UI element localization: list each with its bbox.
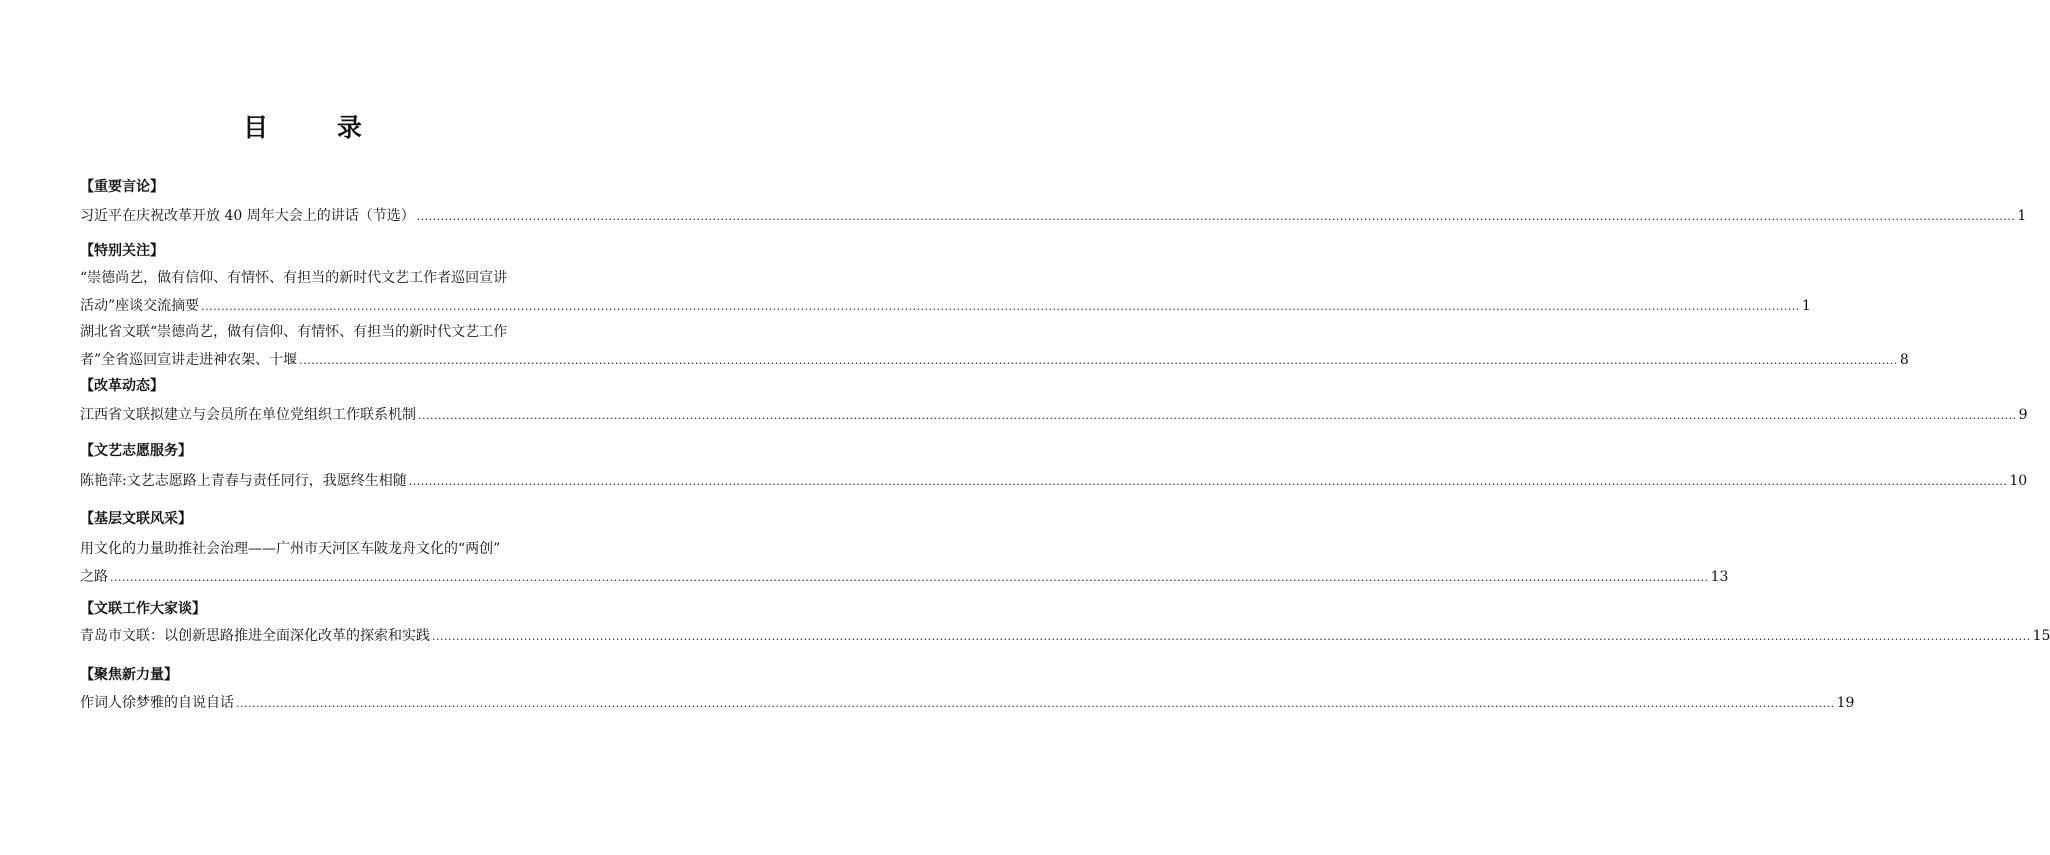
dot-leader: ................................................................................................................................................................................................................................................................................................................................................................................................................ (236, 697, 1835, 710)
page-number: 10 (2009, 473, 2028, 489)
dot-leader: ................................................................................................................................................................................................................................................................................................................................................................................................................ (299, 354, 1898, 367)
page-number: 9 (2018, 407, 2028, 423)
toc-entry-title: 作词人徐梦雅的自说自话 (80, 695, 234, 711)
toc-entry[interactable] (80, 401, 2028, 430)
page-title: 目 录 (243, 113, 392, 142)
toc-entry-row (80, 467, 2028, 496)
dot-leader: ................................................................................................................................................................................................................................................................................................................................................................................................................ (110, 571, 1709, 584)
toc-entry-row (80, 401, 2028, 430)
toc-entry-title-line: 用文化的力量助推社会治理——广州市天河区车陂龙舟文化的“两创” (80, 541, 501, 557)
section-heading: 【特别关注】 (80, 243, 164, 259)
toc-entry-title-line: 湖北省文联“崇德尚艺，做有信仰、有情怀、有担当的新时代文艺工作 (80, 324, 508, 340)
page-number: 15 (2032, 628, 2050, 644)
toc-entry-title-line: “崇德尚艺，做有信仰、有情怀、有担当的新时代文艺工作者巡回宣讲 (80, 270, 508, 286)
toc-entry[interactable] (80, 622, 2050, 651)
section-heading: 【文艺志愿服务】 (80, 443, 192, 459)
page-number: 19 (1836, 695, 1855, 711)
toc-entry-row (80, 622, 2050, 651)
toc-entry-row (80, 346, 1909, 375)
page-number: 1 (1801, 298, 1811, 314)
toc-entry-row (80, 563, 1729, 592)
dot-leader: ................................................................................................................................................................................................................................................................................................................................................................................................................ (416, 210, 2016, 223)
toc-entry-title: 江西省文联拟建立与会员所在单位党组织工作联系机制 (80, 407, 416, 423)
toc-entry-row (80, 202, 2027, 231)
section-heading: 【改革动态】 (80, 378, 164, 394)
toc-entry-title: 者”全省巡回宣讲走进神农架、十堰 (80, 352, 298, 368)
page-number: 1 (2017, 208, 2027, 224)
section-heading: 【聚焦新力量】 (80, 667, 178, 683)
toc-entry[interactable] (80, 318, 1909, 375)
page-number: 8 (1899, 352, 1909, 368)
toc-entry-title: 习近平在庆祝改革开放 40 周年大会上的讲话（节选） (80, 208, 415, 224)
dot-leader: ................................................................................................................................................................................................................................................................................................................................................................................................................ (418, 409, 2017, 422)
toc-entry[interactable] (80, 689, 1855, 718)
section-heading: 【文联工作大家谈】 (80, 601, 206, 617)
toc-entry[interactable] (80, 202, 2027, 231)
toc-entry[interactable] (80, 535, 1729, 592)
toc-entry[interactable] (80, 467, 2028, 496)
section-heading: 【基层文联风采】 (80, 511, 192, 527)
page-number: 13 (1710, 569, 1729, 585)
toc-entry-title: 之路 (80, 569, 108, 585)
toc-entry[interactable] (80, 264, 1811, 321)
toc-entry-row (80, 292, 1811, 321)
dot-leader: ................................................................................................................................................................................................................................................................................................................................................................................................................ (408, 475, 2008, 488)
toc-entry-title: 青岛市文联：以创新思路推进全面深化改革的探索和实践 (80, 628, 430, 644)
toc-entry-title: 陈艳萍:文艺志愿路上青春与责任同行，我愿终生相随 (80, 473, 407, 489)
toc-entry-title: 活动”座谈交流摘要 (80, 298, 200, 314)
section-heading: 【重要言论】 (80, 179, 164, 195)
toc-entry-row (80, 689, 1855, 718)
dot-leader: ................................................................................................................................................................................................................................................................................................................................................................................................................ (432, 630, 2031, 643)
dot-leader: ................................................................................................................................................................................................................................................................................................................................................................................................................ (201, 300, 1800, 313)
